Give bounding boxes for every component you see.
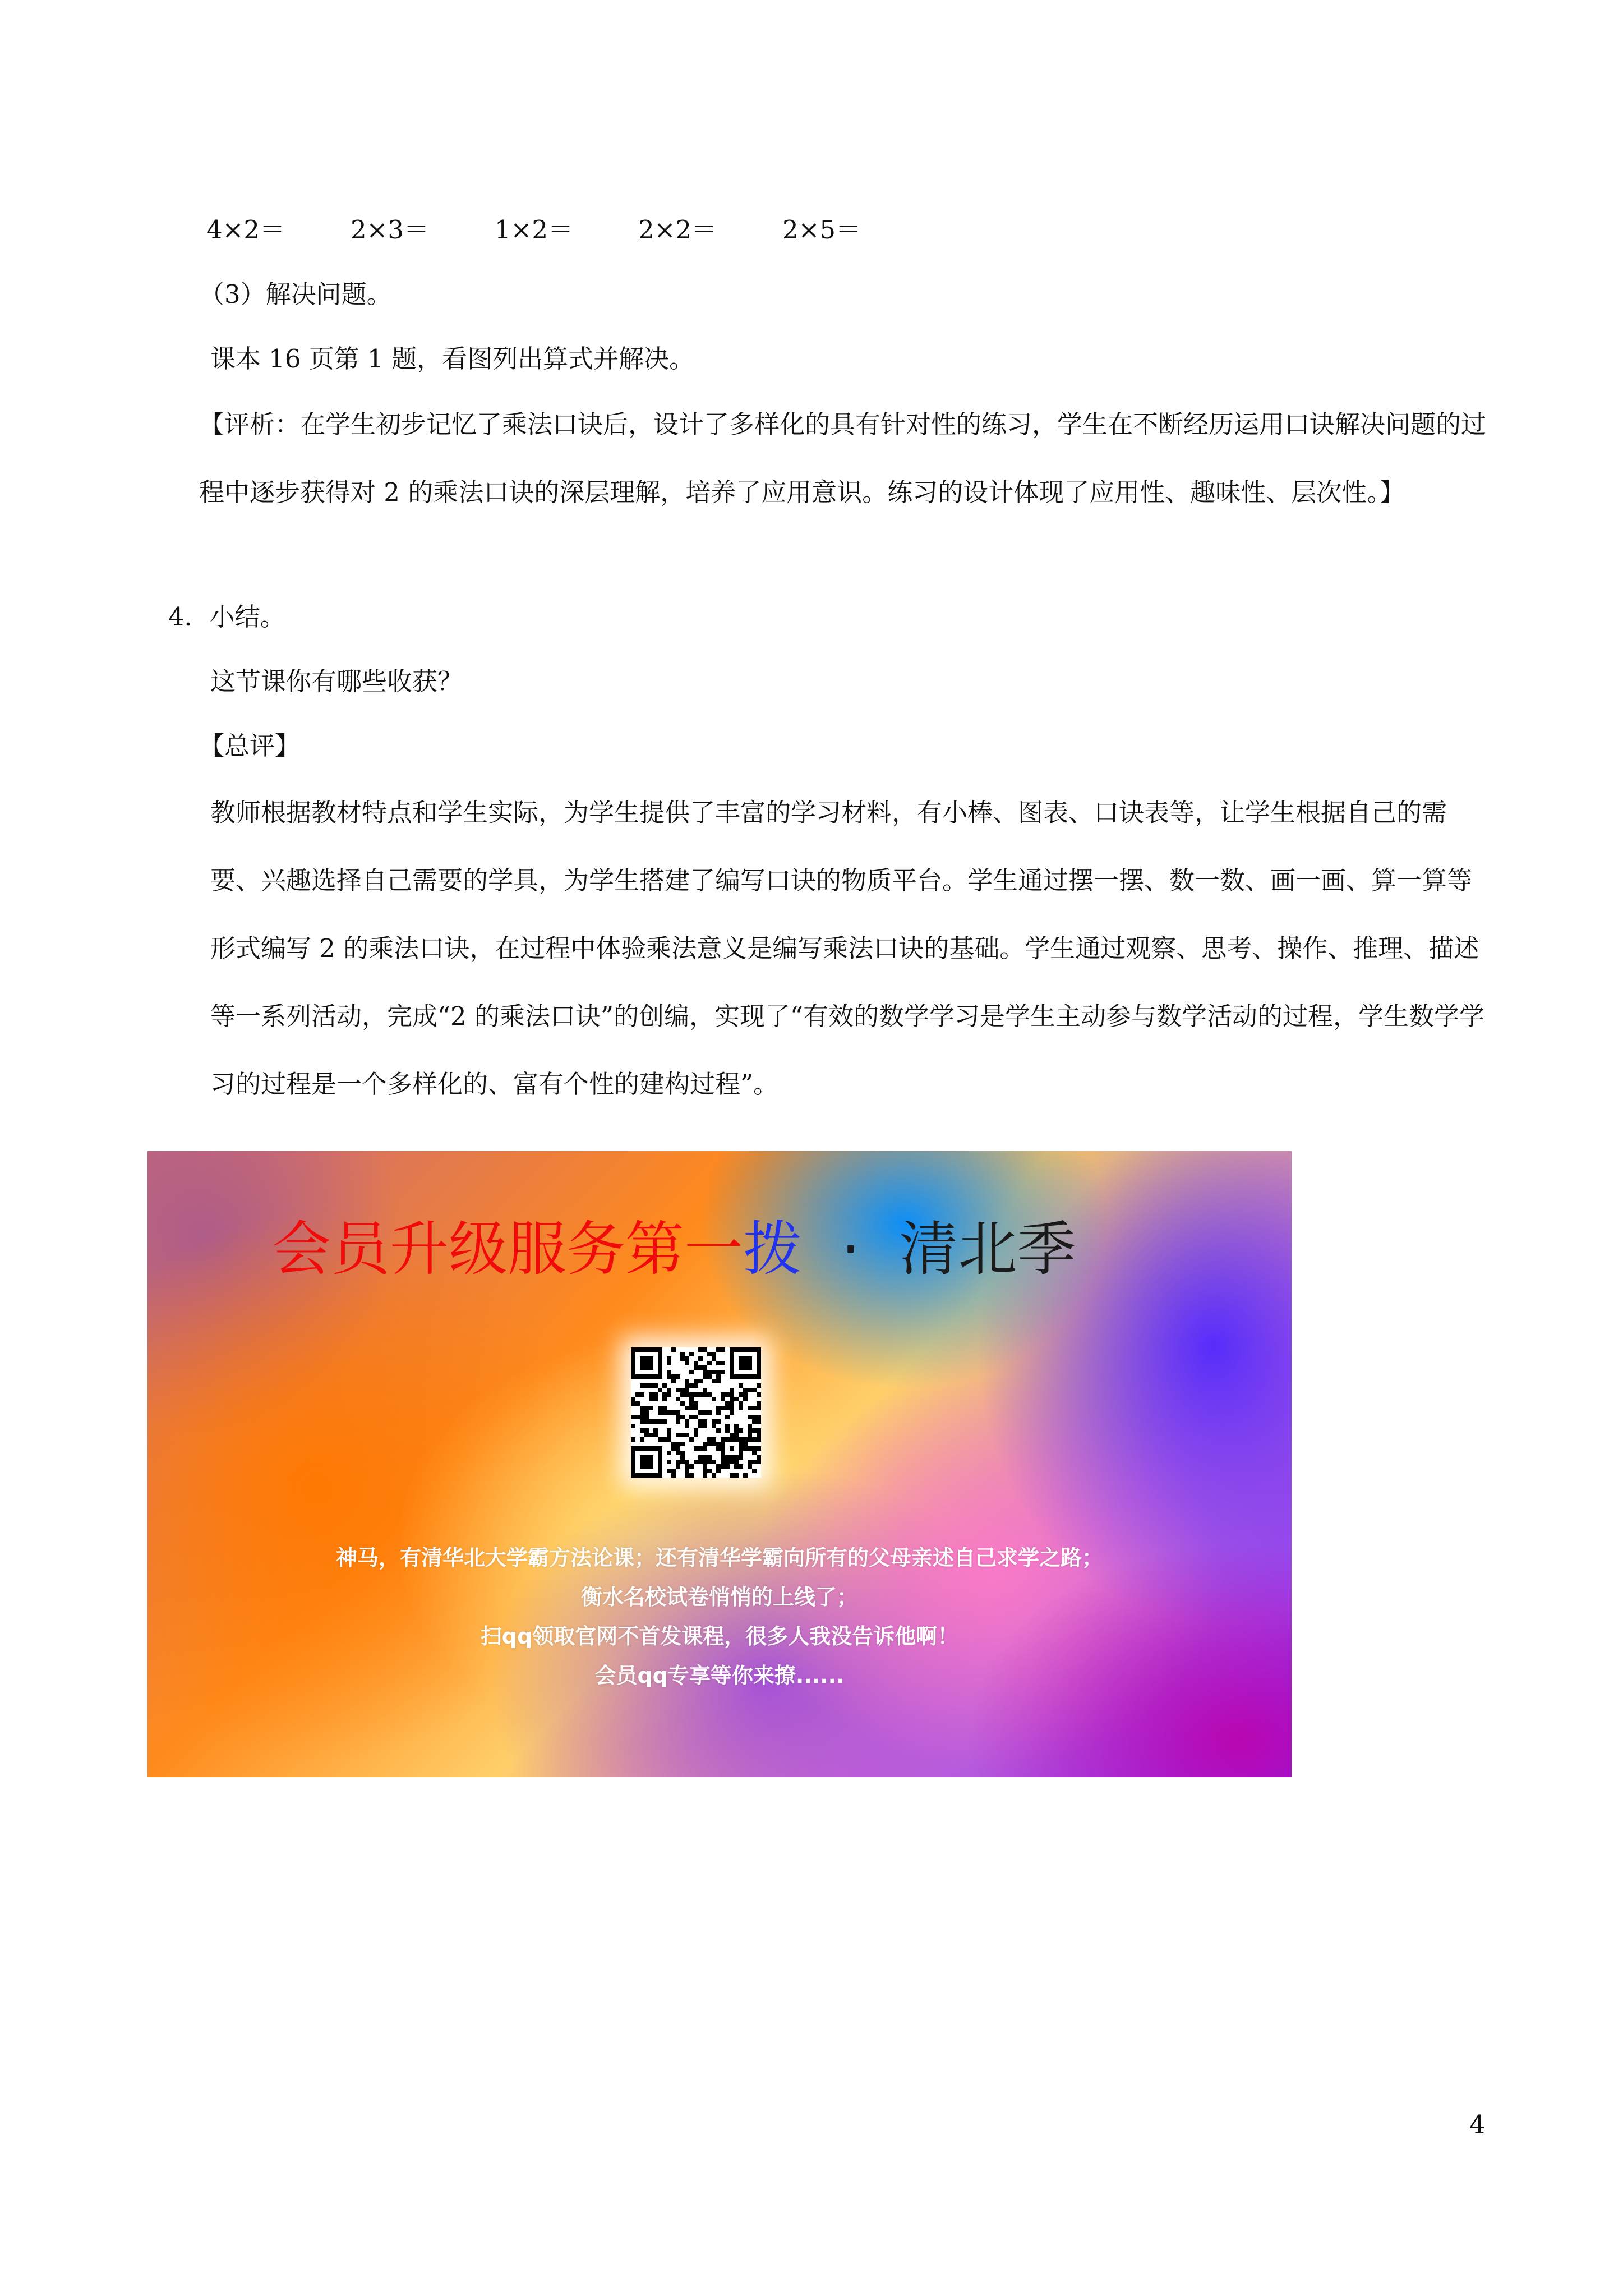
equation-4: 2×2＝: [638, 215, 717, 245]
banner-title-separator: ·: [841, 1215, 860, 1283]
banner-line-1: 神马，有清华北大学霸方法论课；还有清华学霸向所有的父母亲述自己求学之路；: [335, 1545, 1103, 1570]
review-paragraph: [168, 779, 1493, 1118]
analysis-text: 【评析：在学生初步记忆了乘法口诀后，设计了多样化的具有针对性的练习，学生在不断经历运用口诀解决问题的过程中逐步获得对 2 的乘法口诀的深层理解，培养了应用意识。练习的设计体现了应用性、趣味性、层次性。】: [199, 409, 1487, 507]
banner-title: [272, 1213, 1225, 1286]
banner-title-right: 清北季: [899, 1215, 1076, 1283]
banner-title-blue: 拨: [743, 1215, 803, 1283]
banner-line-4: 会员qq专享等你来撩......: [594, 1663, 845, 1688]
promo-banner[interactable]: [147, 1151, 1292, 1777]
equation-3: 1×2＝: [495, 215, 573, 245]
page-number: 4: [1469, 2110, 1486, 2139]
review-heading: 【总评】: [199, 731, 301, 761]
analysis-paragraph: [168, 390, 1493, 526]
section4-heading: 4．小结。: [168, 602, 285, 632]
section3-heading: （3）解决问题。: [199, 279, 392, 309]
section3-task: 课本 16 页第 1 题，看图列出算式并解决。: [210, 344, 695, 374]
banner-title-red: 会员: [272, 1215, 390, 1283]
qr-code-icon[interactable]: [631, 1347, 761, 1478]
summary-question: 这节课你有哪些收获？: [210, 666, 463, 696]
banner-line-2: 衡水名校试卷悄悄的上线了；: [580, 1585, 858, 1609]
equation-1: 4×2＝: [206, 215, 285, 245]
equation-5: 2×5＝: [782, 215, 861, 245]
equation-2: 2×3＝: [351, 215, 429, 245]
banner-title-mid: 升级服务第一: [390, 1215, 744, 1283]
banner-line-3: 扫qq领取官网不首发课程，很多人我没告诉他啊！: [480, 1624, 959, 1649]
review-text: 教师根据教材特点和学生实际，为学生提供了丰富的学习材料，有小棒、图表、口诀表等，让学生根据自己的需要、兴趣选择自己需要的学具，为学生搭建了编写口诀的物质平台。学生通过摆一摆、数一数、画一画、算一算等形式编写 2 的乘法口诀，在过程中体验乘法意义是编写乘法口诀的基础。学生通过观察、思考、操作、推理、描述等一系列活动，完成“2 的乘法口诀”的创编，实现了“有效的数学学习是学生主动参与数学活动的过程，学生数学学习的过程是一个多样化的、富有个性的建构过程”。: [210, 798, 1484, 1099]
